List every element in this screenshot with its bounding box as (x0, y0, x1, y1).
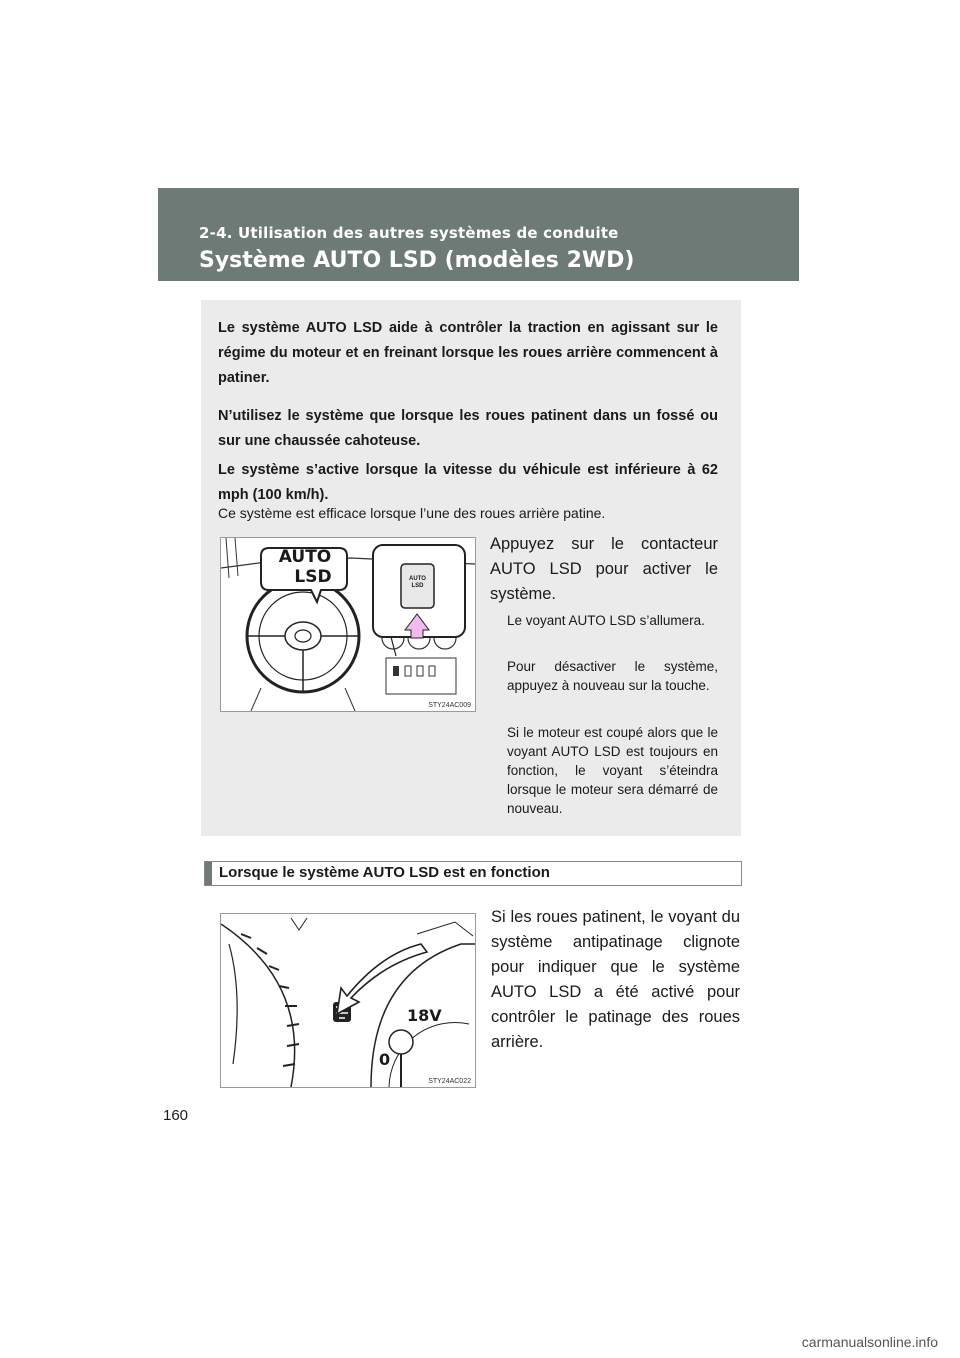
switch-label-line2: LSD (411, 583, 424, 589)
heading-accent-bar (205, 862, 212, 885)
section-body-text: Si les roues patinent, le voyant du système antipatinage clignote pour indiquer que le système AUTO LSD a été activé pour contrôler le patinage des roues arrière. (491, 908, 740, 1051)
page-number: 160 (163, 1107, 189, 1124)
section-label: 2-4. Utilisation des autres systèmes de conduite (199, 224, 619, 242)
dashboard-drawing (221, 538, 475, 711)
chapter-header (158, 188, 799, 281)
illustration-code: STY24AC009 (428, 702, 471, 709)
slip-indicator-illustration (220, 913, 476, 1088)
activation-instruction: Appuyez sur le contacteur AUTO LSD pour activer le système. (490, 535, 718, 603)
note-deactivate: Pour désactiver le système, appuyez à nouveau sur la touche. (507, 659, 718, 693)
auto-lsd-switch-illustration (220, 537, 476, 712)
section-heading-text: Lorsque le système AUTO LSD est en fonction (219, 864, 550, 881)
site-watermark: carmanualsonline.info (801, 1334, 938, 1350)
page-title: Système AUTO LSD (modèles 2WD) (199, 248, 635, 273)
intro-paragraph-2: N’utilisez le système que lorsque les roues patinent dans un fossé ou sur une chaussée cahoteuse. (218, 408, 718, 449)
switch-label-line1: AUTO (409, 576, 426, 582)
illustration-code: STY24AC022 (428, 1078, 471, 1085)
intro-paragraph-3: Le système s’active lorsque la vitesse du véhicule est inférieure à 62 mph (100 km/h). (218, 462, 718, 503)
note-engine-restart: Si le moteur est coupé alors que le voyant AUTO LSD est toujours en fonction, le voyant s’éteindra lorsque le moteur sera démarré de nouveau. (507, 725, 718, 816)
gauge-low-label: 0 (379, 1050, 391, 1069)
note-indicator-on: Le voyant AUTO LSD s’allumera. (507, 613, 705, 628)
gauge-high-label: 18V (407, 1006, 442, 1025)
gauge-drawing (221, 914, 475, 1087)
intro-box (201, 300, 741, 836)
intro-paragraph-4: Ce système est efficace lorsque l’une des roues arrière patine. (218, 505, 606, 521)
section-heading (204, 861, 742, 886)
intro-paragraph-1: Le système AUTO LSD aide à contrôler la traction en agissant sur le régime du moteur et en freinant lorsque les roues arrière commencent à patiner. (218, 320, 718, 386)
callout-label-line2: LSD (294, 567, 332, 587)
callout-label-line1: AUTO (278, 547, 332, 567)
